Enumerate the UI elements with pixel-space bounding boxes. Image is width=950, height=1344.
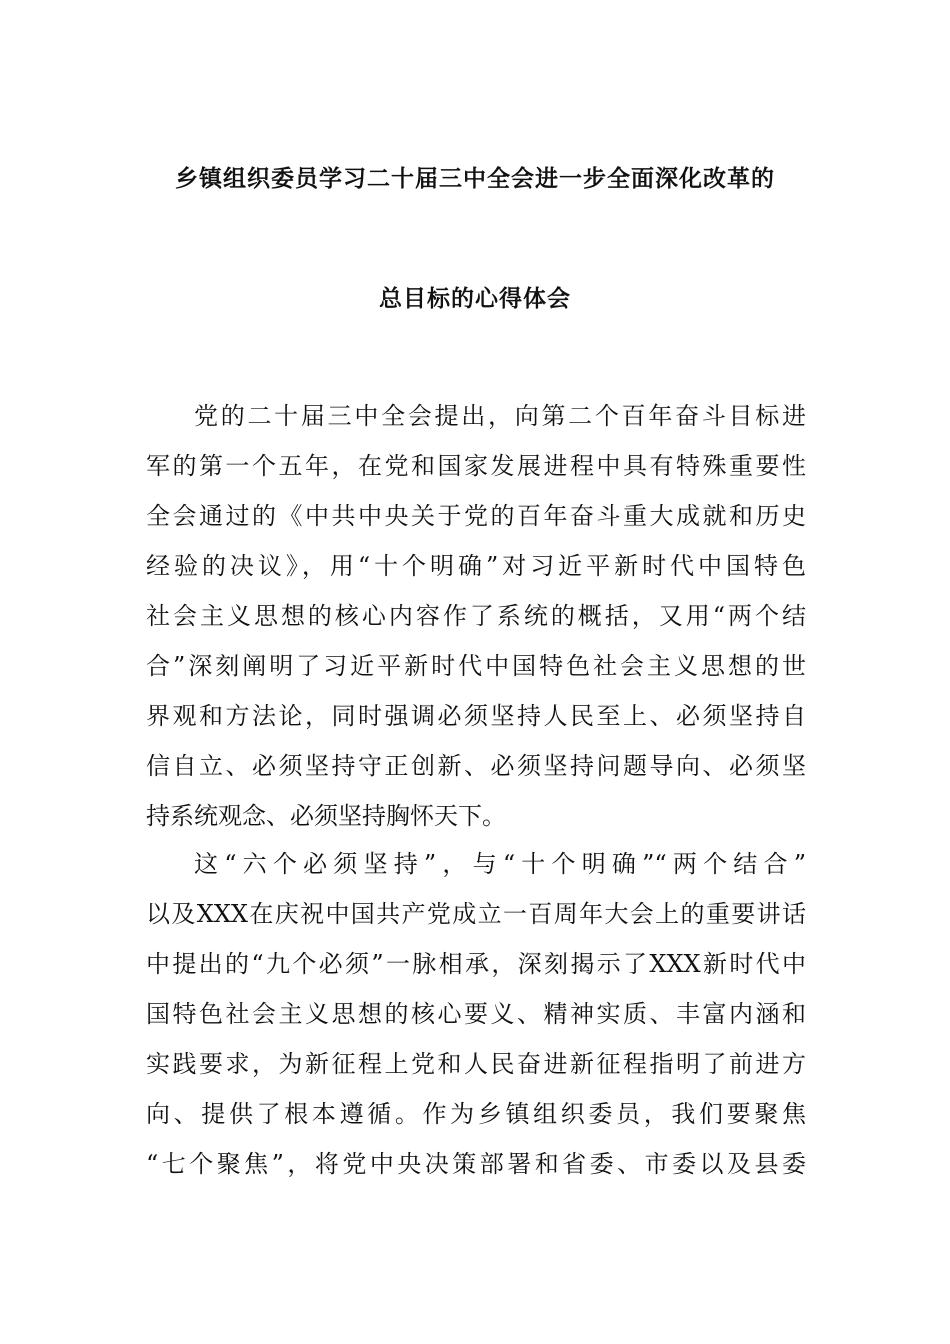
paragraph-line: 界观和方法论，同时强调必须坚持人民至上、必须坚持自 bbox=[146, 702, 806, 730]
paragraph-line: 实践要求，为新征程上党和人民奋进新征程指明了前进方 bbox=[146, 1050, 806, 1078]
paragraph-line: 信自立、必须坚持守正创新、必须坚持问题导向、必须坚 bbox=[146, 752, 806, 780]
document-title-line-2: 总目标的心得体会 bbox=[379, 286, 571, 312]
paragraph-line: 以及XXX在庆祝中国共产党成立一百周年大会上的重要讲话 bbox=[146, 900, 806, 928]
paragraph-line: 中提出的“九个必须”一脉相承，深刻揭示了XXX新时代中 bbox=[146, 950, 806, 978]
paragraph-line: 这“六个必须坚持”，与“十个明确”“两个结合” bbox=[194, 850, 806, 878]
paragraph-line: 持系统观念、必须坚持胸怀天下。 bbox=[146, 802, 506, 830]
paragraph-line: 国特色社会主义思想的核心要义、精神实质、丰富内涵和 bbox=[146, 1000, 806, 1028]
document-title-line-1: 乡镇组织委员学习二十届三中全会进一步全面深化改革的 bbox=[175, 166, 775, 192]
paragraph-line: 社会主义思想的核心内容作了系统的概括，又用“两个结 bbox=[146, 602, 806, 630]
paragraph-line: 党的二十届三中全会提出，向第二个百年奋斗目标进 bbox=[194, 402, 806, 430]
paragraph-line: 全会通过的《中共中央关于党的百年奋斗重大成就和历史 bbox=[146, 502, 806, 530]
paragraph-line: 经验的决议》，用“十个明确”对习近平新时代中国特色 bbox=[146, 552, 806, 580]
paragraph-line: 合”深刻阐明了习近平新时代中国特色社会主义思想的世 bbox=[146, 652, 806, 680]
paragraph-line: “七个聚焦”，将党中央决策部署和省委、市委以及县委 bbox=[146, 1150, 806, 1178]
paragraph-line: 军的第一个五年，在党和国家发展进程中具有特殊重要性 bbox=[146, 452, 806, 480]
paragraph-line: 向、提供了根本遵循。作为乡镇组织委员，我们要聚焦 bbox=[146, 1100, 806, 1128]
